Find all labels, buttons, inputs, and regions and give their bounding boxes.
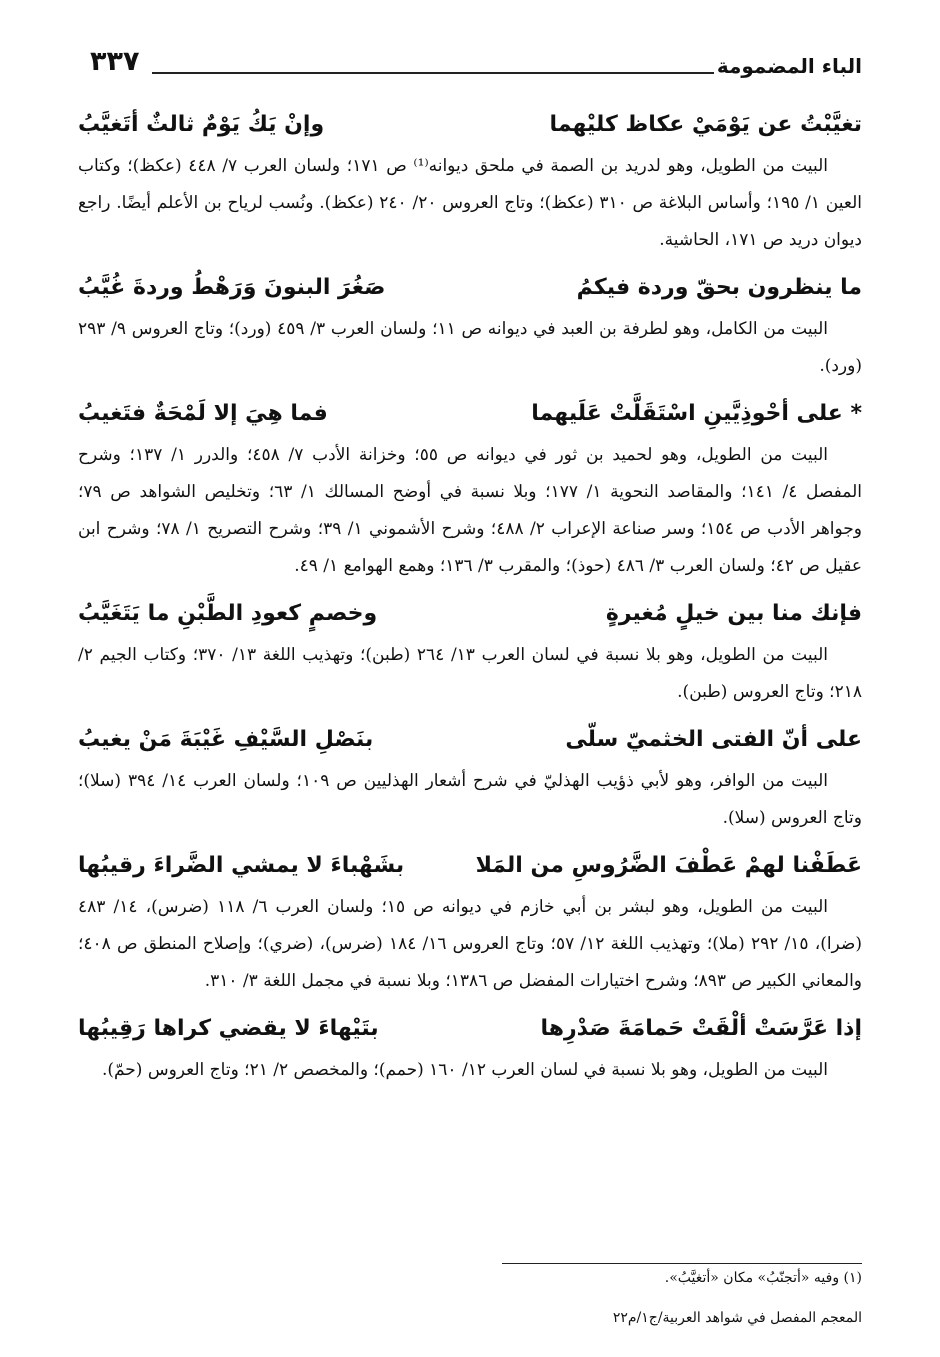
verse-second-hemistich: بتَيْهاءَ لا يقضي كراها رَقِيبُها (78, 1015, 379, 1041)
verse (78, 100, 862, 148)
verse-second-hemistich: وإنْ يَكُ يَوْمٌ ثالثٌ أتَغيَّبُ (78, 111, 325, 137)
verse-second-hemistich: بشَهْباءَ لا يمشي الضَّراءَ رقيبُها (78, 852, 405, 878)
verse-first-hemistich: عَطَفْنا لهمْ عَطْفَ الضَّرُوسِ من المَلا (475, 852, 862, 878)
verse-commentary: البيت من الطويل، وهو لدريد بن الصمة في ملحق ديوانه⁽¹⁾ ص ١٧١؛ ولسان العرب ٧/ ٤٤٨ (عكظ)؛ وكتاب العين ١/ ١٩٥؛ وأساس البلاغة ص ٣١٠ (عكظ)؛ وتاج العروس ٢٠/ ٢٤٠ (عكظ). ونُسب لرياح بن الأعلم أيضًا. راجع ديوان دريد ص ١٧١، الحاشية. (78, 156, 862, 250)
verse-second-hemistich: بنَصْلِ السَّيْفِ غَيْبَةَ مَنْ يغيبُ (78, 726, 374, 752)
verse (78, 263, 862, 311)
verse-commentary: البيت من الكامل، وهو لطرفة بن العبد في ديوانه ص ١١؛ ولسان العرب ٣/ ٤٥٩ (ورد)؛ وتاج العروس ٩/ ٢٩٣ (ورد). (78, 319, 862, 376)
verse-second-hemistich: وخصمٍ كعودِ الطَّبْنِ ما يَتَغَيَّبُ (78, 600, 378, 626)
footnote: (١) وفيه «أتجنّبُ» مكان «أتغيَّبُ». (664, 1270, 862, 1286)
verse (78, 841, 862, 889)
verse-commentary: البيت من الطويل، وهو لبشر بن أبي خازم في ديوانه ص ١٥؛ ولسان العرب ٦/ ١١٨ (ضرس)، ١٤/ ٤٨٣ (ضرا)، ١٥/ ٢٩٢ (ملا)؛ وتهذيب اللغة ١٢/ ٥٧؛ وتاج العروس ١٦/ ١٨٤ (ضرس)، (ضري)؛ وإصلاح المنطق ص ٤٠٨؛ والمعاني الكبير ص ٨٩٣؛ وشرح اختيارات المفضل ص ١٣٨٦؛ وبلا نسبة في مجمل اللغة ٣/ ٣١٠. (78, 897, 863, 991)
running-title: الباء المضمومة (716, 54, 862, 78)
footnote-rule (502, 1263, 862, 1264)
verse (78, 715, 862, 763)
verse-second-hemistich: فما هِيَ إلا لَمْحَةٌ فتَغيبُ (78, 400, 328, 426)
verse-first-hemistich: على أنّ الفتى الخثميّ سلّى (565, 726, 862, 752)
header-rule (152, 72, 714, 74)
verse (78, 1004, 862, 1052)
page-number: ٣٣٧ (90, 46, 140, 77)
page-content (78, 100, 862, 1093)
verse-second-hemistich: صَغُرَ البنونَ وَرَهْطُ وردةَ غُيَّبُ (78, 274, 386, 300)
verse-commentary: البيت من الوافر، وهو لأبي ذؤيب الهذليّ في شرح أشعار الهذليين ص ١٠٩؛ ولسان العرب ١٤/ ٣٩٤ (سلا)؛ وتاج العروس (سلا). (78, 771, 862, 828)
page-footer: المعجم المفصل في شواهد العربية/ج١/م٢٢ (612, 1310, 862, 1326)
verse-first-hemistich: ما ينظرون بحقّ وردة فيكمُ (576, 274, 862, 300)
verse-commentary: البيت من الطويل، وهو بلا نسبة في لسان العرب ١٢/ ١٦٠ (حمم)؛ والمخصص ٢/ ٢١؛ وتاج العروس (حمّ). (101, 1060, 828, 1080)
verse-commentary: البيت من الطويل، وهو لحميد بن ثور في ديوانه ص ٥٥؛ وخزانة الأدب ٧/ ٤٥٨؛ والدرر ١/ ١٣٧؛ وشرح المفصل ٤/ ١٤١؛ والمقاصد النحوية ١/ ١٧٧؛ وبلا نسبة في أوضح المسالك ١/ ٦٣؛ وتخليص الشواهد ص ٧٩؛ وجواهر الأدب ص ١٥٤؛ وسر صناعة الإعراب ٢/ ٤٨٨؛ وشرح الأشموني ١/ ٣٩؛ وشرح التصريح ١/ ٧٨؛ وشرح ابن عقيل ص ٤٢؛ ولسان العرب ٣/ ٤٨٦ (حوذ)؛ والمقرب ٣/ ١٣٦؛ وهمع الهوامع ١/ ٤٩. (78, 445, 863, 576)
verse-first-hemistich: * على أحْوذِيَّينِ اسْتَقَلَّتْ عَلَيهما (531, 400, 862, 426)
verse-first-hemistich: فإنك منا بين خيلٍ مُغيرةٍ (605, 600, 862, 626)
verse-commentary: البيت من الطويل، وهو بلا نسبة في لسان العرب ١٣/ ٢٦٤ (طبن)؛ وتهذيب اللغة ١٣/ ٣٧٠؛ وكتاب الجيم ٢/ ٢١٨؛ وتاج العروس (طبن). (78, 645, 862, 702)
page-header (90, 42, 862, 88)
verse (78, 389, 862, 437)
verse-first-hemistich: تغيَّبْتُ عن يَوْمَيْ عكاظ كليْهما (549, 111, 862, 137)
verse (78, 589, 862, 637)
verse-first-hemistich: إذا عَرَّسَتْ ألْقَتْ حَمامَةَ صَدْرِها (540, 1015, 862, 1041)
